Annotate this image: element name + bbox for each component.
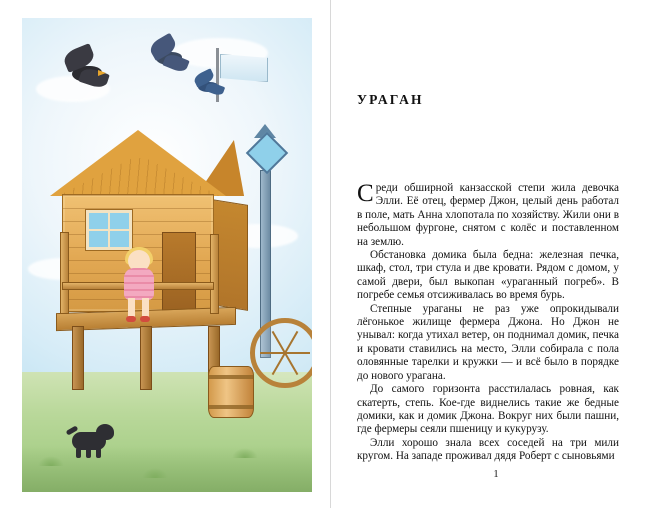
paragraph: Элли хорошо знала всех соседей на три мили кругом. На западе проживал дядя Роберт с сыновьями [357,436,619,463]
chapter-title: УРАГАН [357,92,424,107]
lamp-post-head [244,128,286,174]
bird-wing [162,52,189,74]
bird-icon [50,48,120,94]
porch-post [210,234,219,314]
grass-tuft [142,468,168,478]
paragraph: До самого горизонта расстилалась ровная, как скатерть, степь. Кое-где виднелись такие же бедные домики, как и домик Джона. Вокруг них были пашни, где фермеры сеяли пшеницу и кукурузу. [357,383,619,436]
girl-character [120,250,160,308]
house-stilt [140,326,152,390]
girl-leg [142,298,149,318]
bird-icon [190,72,230,98]
drop-cap: С [357,180,374,207]
bird-icon [144,36,200,76]
dog-leg [76,448,81,458]
house-stilt [72,326,84,390]
dog-head [96,424,114,440]
girl-leg [128,298,135,318]
cart-wheel [250,318,312,388]
window [86,210,132,250]
paragraph: Степные ураганы не раз уже опрокидывали лёгонькое жилище фермера Джона. Но Джон не унывал: когда утихал ветер, он поднимал домик, печка и кровати ставились на место, Элли собирала с пола оловянные тарелки и кружки — и всё было в порядке до нового урагана. [357,302,619,382]
right-page-text [331,0,661,508]
house [50,114,246,374]
dog-character [66,424,118,458]
paragraph: Обстановка домика была бедна: железная печка, шкаф, стол, три стула и две кровати. Рядом с домом, у самой двери, был выкопан «ураганный погреб». В погребе семья отсиживалась во время бурь. [357,249,619,302]
paragraph-text: реди обширной канзасской степи жила девочка Элли. Её отец, фермер Джон, целый день работал в поле, мать Анна хлопотала по хозяйству. Жили они в небольшом фургоне, снятом с колёс и поставленном на землю. [357,182,619,248]
girl-shoe [140,316,150,322]
bird-wing [205,81,225,97]
girl-shoe [126,316,136,322]
dog-leg [96,448,101,458]
girl-dress [124,268,154,300]
girl-dress-stripes [124,268,154,300]
grass-tuft [38,456,64,466]
lamp-glass [246,132,288,174]
grass-tuft [232,448,258,458]
dog-leg [86,448,91,458]
paragraph [357,182,619,249]
door [162,232,196,312]
bird-beak [98,70,106,76]
barrel-hoop [209,375,253,379]
text-column [357,92,619,464]
illustration-frame [22,18,312,492]
page-number: 1 [493,469,499,480]
barrel-hoop [209,405,253,409]
wooden-barrel [208,366,254,418]
porch-post [60,232,69,314]
